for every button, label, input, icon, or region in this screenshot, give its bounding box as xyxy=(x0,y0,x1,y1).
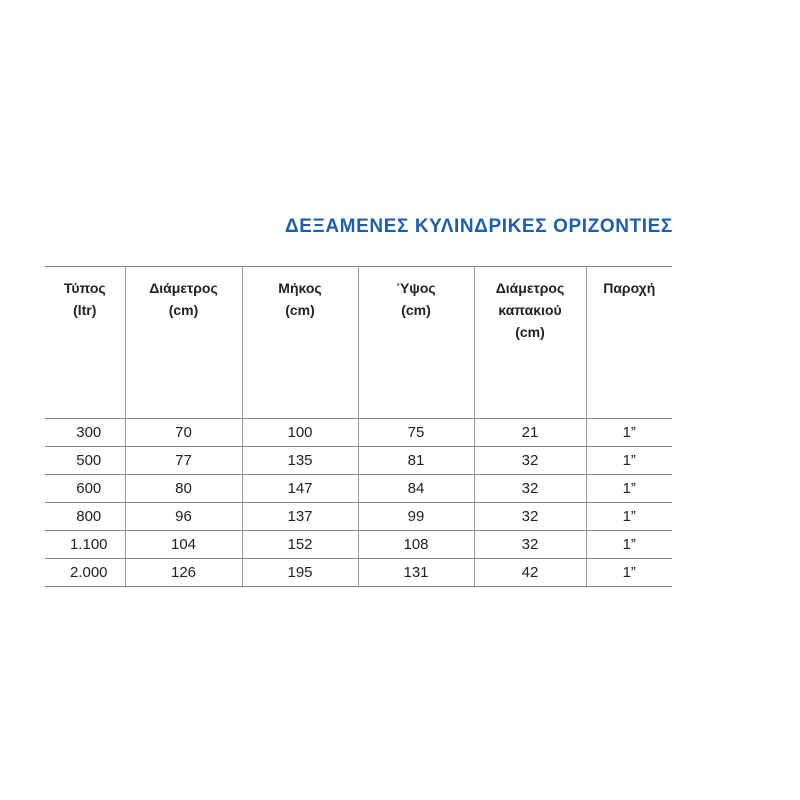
cell-outlet: 1” xyxy=(586,475,672,503)
cell-lid-diameter: 42 xyxy=(474,559,586,587)
cell-outlet: 1” xyxy=(586,419,672,447)
cell-lid-diameter: 21 xyxy=(474,419,586,447)
cell-diameter: 77 xyxy=(125,447,242,475)
table-row xyxy=(45,531,672,559)
table-row xyxy=(45,475,672,503)
cell-outlet: 1” xyxy=(586,447,672,475)
cell-type: 600 xyxy=(45,475,125,503)
table-row xyxy=(45,419,672,447)
cell-type: 300 xyxy=(45,419,125,447)
page-title: ΔΕΞΑΜΕΝΕΣ ΚΥΛΙΝΔΡΙΚΕΣ ΟΡΙΖΟΝΤΙΕΣ xyxy=(285,216,673,237)
cell-length: 135 xyxy=(242,447,358,475)
cell-diameter: 126 xyxy=(125,559,242,587)
cell-lid-diameter: 32 xyxy=(474,475,586,503)
column-header-height: Ύψος (cm) xyxy=(358,267,474,419)
cell-height: 81 xyxy=(358,447,474,475)
table-row xyxy=(45,503,672,531)
cell-type: 2.000 xyxy=(45,559,125,587)
cell-length: 152 xyxy=(242,531,358,559)
tank-specs-table xyxy=(45,266,672,587)
cell-lid-diameter: 32 xyxy=(474,447,586,475)
cell-outlet: 1” xyxy=(586,559,672,587)
table-header-row xyxy=(45,267,672,419)
cell-lid-diameter: 32 xyxy=(474,503,586,531)
cell-length: 100 xyxy=(242,419,358,447)
cell-height: 131 xyxy=(358,559,474,587)
column-header-length: Μήκος (cm) xyxy=(242,267,358,419)
cell-height: 99 xyxy=(358,503,474,531)
cell-length: 147 xyxy=(242,475,358,503)
cell-length: 137 xyxy=(242,503,358,531)
column-header-outlet: Παροχή xyxy=(586,267,672,419)
column-header-diameter: Διάμετρος (cm) xyxy=(125,267,242,419)
column-header-lid-diameter: Διάμετρος καπακιού (cm) xyxy=(474,267,586,419)
cell-height: 75 xyxy=(358,419,474,447)
cell-height: 108 xyxy=(358,531,474,559)
table-row xyxy=(45,447,672,475)
cell-type: 1.100 xyxy=(45,531,125,559)
column-header-type: Τύπος (ltr) xyxy=(45,267,125,419)
cell-diameter: 96 xyxy=(125,503,242,531)
cell-diameter: 70 xyxy=(125,419,242,447)
cell-length: 195 xyxy=(242,559,358,587)
cell-type: 800 xyxy=(45,503,125,531)
cell-type: 500 xyxy=(45,447,125,475)
cell-outlet: 1” xyxy=(586,503,672,531)
cell-diameter: 80 xyxy=(125,475,242,503)
cell-diameter: 104 xyxy=(125,531,242,559)
table-row xyxy=(45,559,672,587)
cell-outlet: 1” xyxy=(586,531,672,559)
cell-lid-diameter: 32 xyxy=(474,531,586,559)
cell-height: 84 xyxy=(358,475,474,503)
